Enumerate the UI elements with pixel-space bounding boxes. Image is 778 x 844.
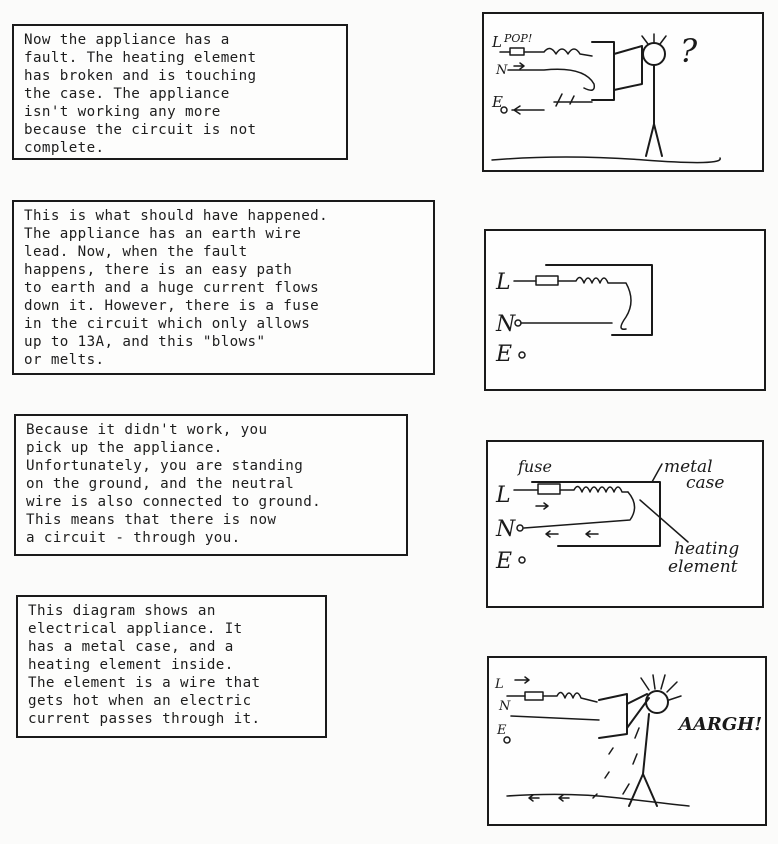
live-label: L (492, 33, 502, 51)
person-head (643, 43, 665, 65)
fuse-symbol (525, 692, 543, 700)
appliance-case (546, 265, 652, 335)
text-line: in the circuit which only allows (24, 316, 311, 332)
neutral-wire (524, 492, 635, 528)
panel-circuit-diagram (486, 440, 764, 608)
appliance-case (592, 42, 614, 100)
earth-label: E (492, 93, 503, 111)
neutral-wire (508, 69, 594, 90)
text-box-neutral (14, 414, 408, 556)
text-line: wire is also connected to ground. (26, 494, 322, 510)
text-line: fault. The heating element (24, 50, 257, 66)
text-line: This diagram shows an (28, 603, 216, 619)
pointer-line (640, 500, 688, 542)
text-line: on the ground, and the neutral (26, 476, 295, 492)
text-line: up to 13A, and this "blows" (24, 334, 266, 350)
person-head (646, 691, 668, 713)
text-box-earth-wire (12, 200, 435, 375)
text-line: gets hot when an electric (28, 693, 252, 709)
earth-label: E (497, 723, 507, 738)
earth-label: E (496, 549, 513, 574)
fuse-label: fuse (518, 457, 552, 476)
text-line: lead. Now, when the fault (24, 244, 248, 260)
heating-label: heating (674, 539, 740, 559)
text-line: or melts. (24, 352, 105, 368)
metal-case-label-2: case (686, 473, 725, 493)
text-line: Because it didn't work, you (26, 422, 268, 438)
pop-label: POP! (504, 32, 533, 45)
neutral-label: N (496, 312, 516, 337)
fault-sketch (484, 14, 766, 174)
text-box-appliance (16, 595, 327, 738)
neutral-terminal (517, 525, 523, 531)
shout-text: AARGH! (679, 714, 763, 735)
current-arrows-return (593, 748, 613, 798)
earth-sketch (486, 231, 768, 393)
live-label: L (496, 483, 511, 508)
text-line: to earth and a huge current flows (24, 280, 320, 296)
earth-label: E (496, 342, 513, 367)
metal-case-label-1: metal (664, 457, 713, 477)
fuse-symbol (510, 48, 524, 55)
text-line: heating element inside. (28, 657, 234, 673)
text-line: Now the appliance has a (24, 32, 230, 48)
live-label: L (496, 270, 511, 295)
text-line: complete. (24, 140, 105, 156)
neutral-label: N (496, 517, 516, 542)
earth-terminal (519, 352, 525, 358)
person-body (629, 714, 657, 806)
text-line: current passes through it. (28, 711, 261, 727)
text-line: isn't working any more (24, 104, 221, 120)
arrow (586, 531, 598, 537)
neutral-wire (511, 716, 599, 720)
text-line: because the circuit is not (24, 122, 257, 138)
text-line: This means that there is now (26, 512, 277, 528)
current-arrows-body (623, 728, 639, 794)
neutral-label: N (499, 699, 511, 714)
text-line: pick up the appliance. (26, 440, 223, 456)
earth-terminal (504, 737, 510, 743)
panel-shock-diagram (487, 656, 767, 826)
arrow (536, 503, 548, 509)
element-label: element (668, 557, 738, 577)
text-line: The element is a wire that (28, 675, 261, 691)
text-line: Unfortunately, you are standing (26, 458, 304, 474)
panel-earth-diagram (484, 229, 766, 391)
text-line: has a metal case, and a (28, 639, 234, 655)
ground-arrows (529, 795, 569, 801)
arrow (515, 677, 529, 683)
person-body (646, 66, 662, 156)
question-mark: ? (680, 32, 698, 70)
shock-sketch (489, 658, 769, 828)
person-hair (642, 34, 666, 44)
arrow (546, 531, 558, 537)
pointer-line (652, 464, 662, 482)
earth-terminal (519, 557, 525, 563)
circuit-sketch (488, 442, 766, 610)
text-line: happens, there is an easy path (24, 262, 293, 278)
text-line: the case. The appliance (24, 86, 230, 102)
arrow (514, 63, 524, 69)
live-wire (507, 692, 597, 702)
panel-fault-diagram (482, 12, 764, 172)
neutral-terminal (515, 320, 521, 326)
appliance-case (599, 694, 627, 738)
ground-line (492, 157, 720, 163)
text-box-fault (12, 24, 348, 160)
fuse-symbol (538, 484, 560, 494)
text-line: a circuit - through you. (26, 530, 241, 546)
element-wire (514, 277, 631, 329)
heating-element (514, 486, 628, 492)
ground-line (507, 794, 689, 806)
arrow (512, 106, 544, 114)
neutral-label: N (496, 63, 508, 78)
person-arm (614, 46, 642, 90)
fuse-symbol (536, 276, 558, 285)
appliance-case (532, 482, 660, 546)
text-line: This is what should have happened. (24, 208, 329, 224)
text-line: has broken and is touching (24, 68, 257, 84)
text-line: The appliance has an earth wire (24, 226, 302, 242)
text-line: down it. However, there is a fuse (24, 298, 320, 314)
text-line: electrical appliance. It (28, 621, 243, 637)
earth-wire (554, 94, 592, 106)
live-label: L (495, 677, 504, 692)
